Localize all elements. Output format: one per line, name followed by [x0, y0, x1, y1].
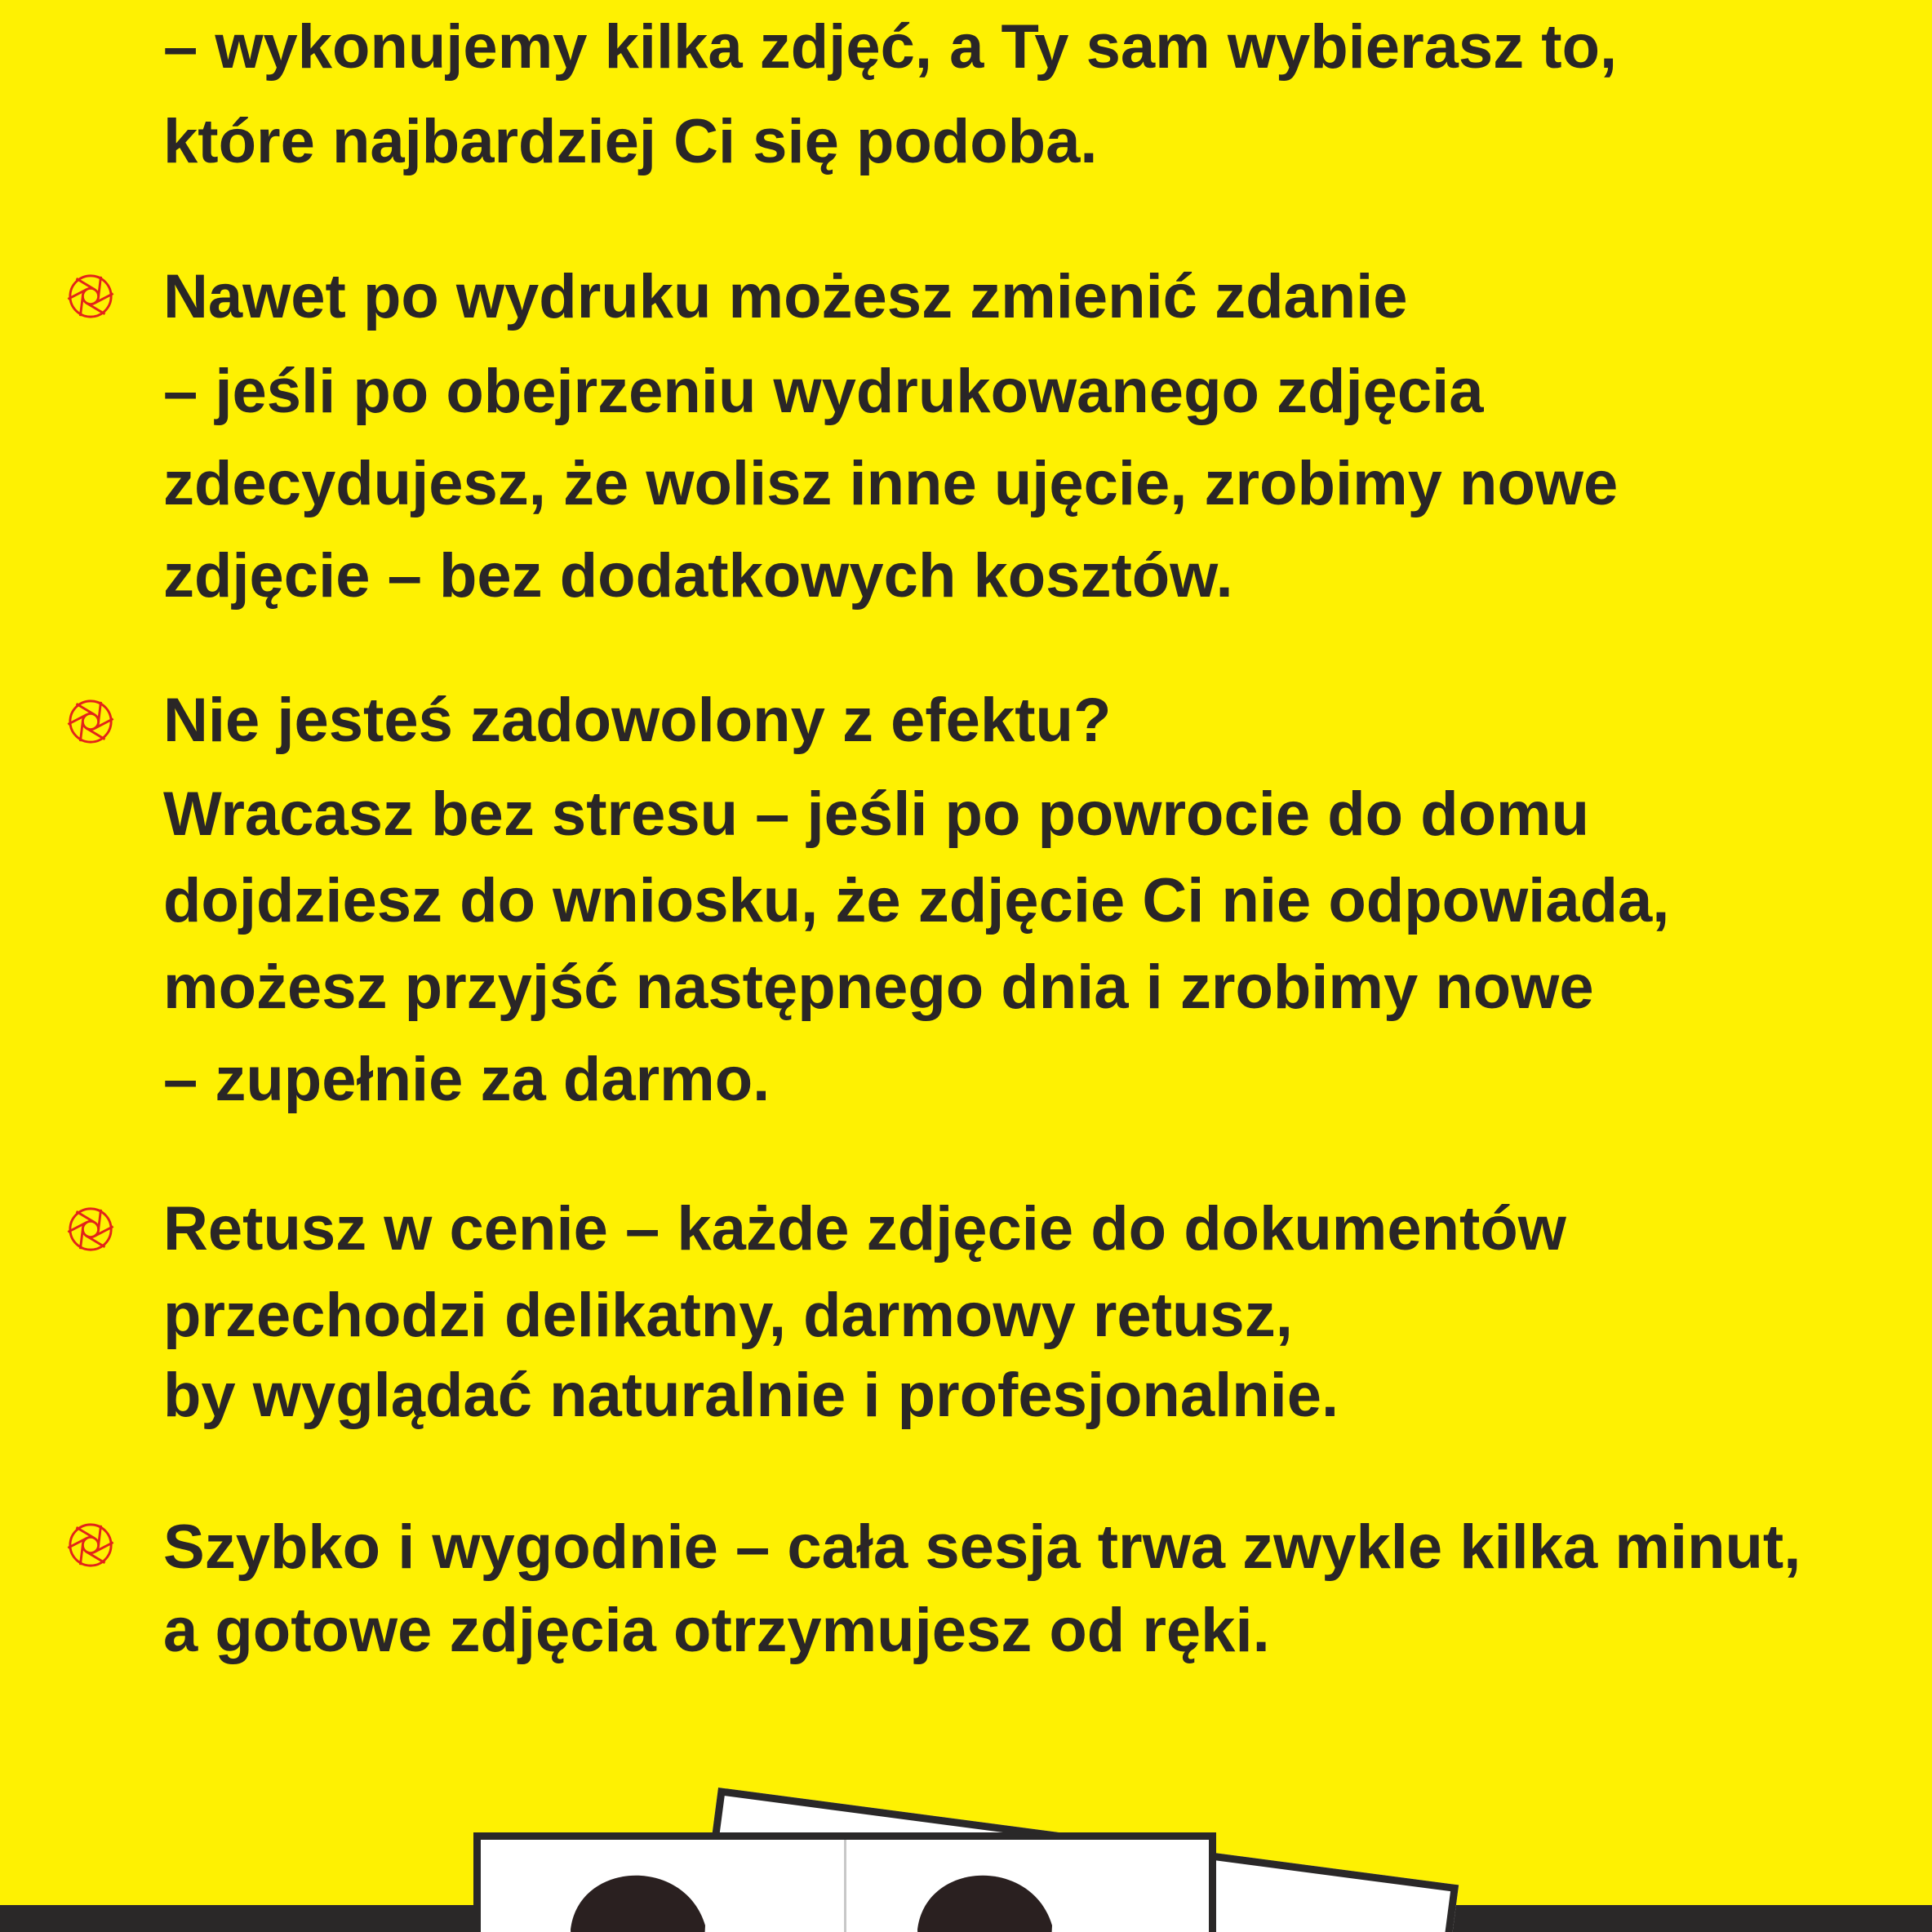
text-line-14: by wyglądać naturalnie i profesjonalnie.	[163, 1361, 1339, 1430]
text-line-9: dojdziesz do wniosku, że zdjęcie Ci nie odpowiada,	[163, 866, 1670, 935]
text-line-1: – wykonujemy kilka zdjęć, a Ty sam wybierasz to,	[163, 12, 1618, 82]
photo-print-front	[473, 1832, 1216, 1932]
camera-aperture-icon	[67, 1521, 114, 1569]
text-line-12: Retusz w cenie – każde zdjęcie do dokumentów	[163, 1194, 1566, 1264]
text-line-11: – zupełnie za darmo.	[163, 1045, 771, 1114]
text-line-15: Szybko i wygodnie – cała sesja trwa zwykle kilka minut,	[163, 1512, 1801, 1582]
camera-aperture-icon	[67, 1206, 114, 1253]
text-line-10: możesz przyjść następnego dnia i zrobimy nowe	[163, 953, 1594, 1022]
text-line-2: które najbardziej Ci się podoba.	[163, 107, 1098, 176]
text-line-13: przechodzi delikatny, darmowy retusz,	[163, 1281, 1293, 1350]
text-line-6: zdjęcie – bez dodatkowych kosztów.	[163, 541, 1233, 611]
text-line-7: Nie jesteś zadowolony z efektu?	[163, 686, 1112, 755]
text-line-5: zdecydujesz, że wolisz inne ujęcie, zrobimy nowe	[163, 449, 1619, 518]
portrait-silhouette-icon	[481, 1840, 1215, 1932]
text-line-16: a gotowe zdjęcia otrzymujesz od ręki.	[163, 1596, 1270, 1665]
camera-aperture-icon	[67, 273, 114, 320]
text-line-3: Nawet po wydruku możesz zmienić zdanie	[163, 262, 1408, 331]
camera-aperture-icon	[67, 698, 114, 745]
text-line-8: Wracasz bez stresu – jeśli po powrocie do domu	[163, 779, 1590, 849]
text-line-4: – jeśli po obejrzeniu wydrukowanego zdjęcia	[163, 357, 1484, 426]
